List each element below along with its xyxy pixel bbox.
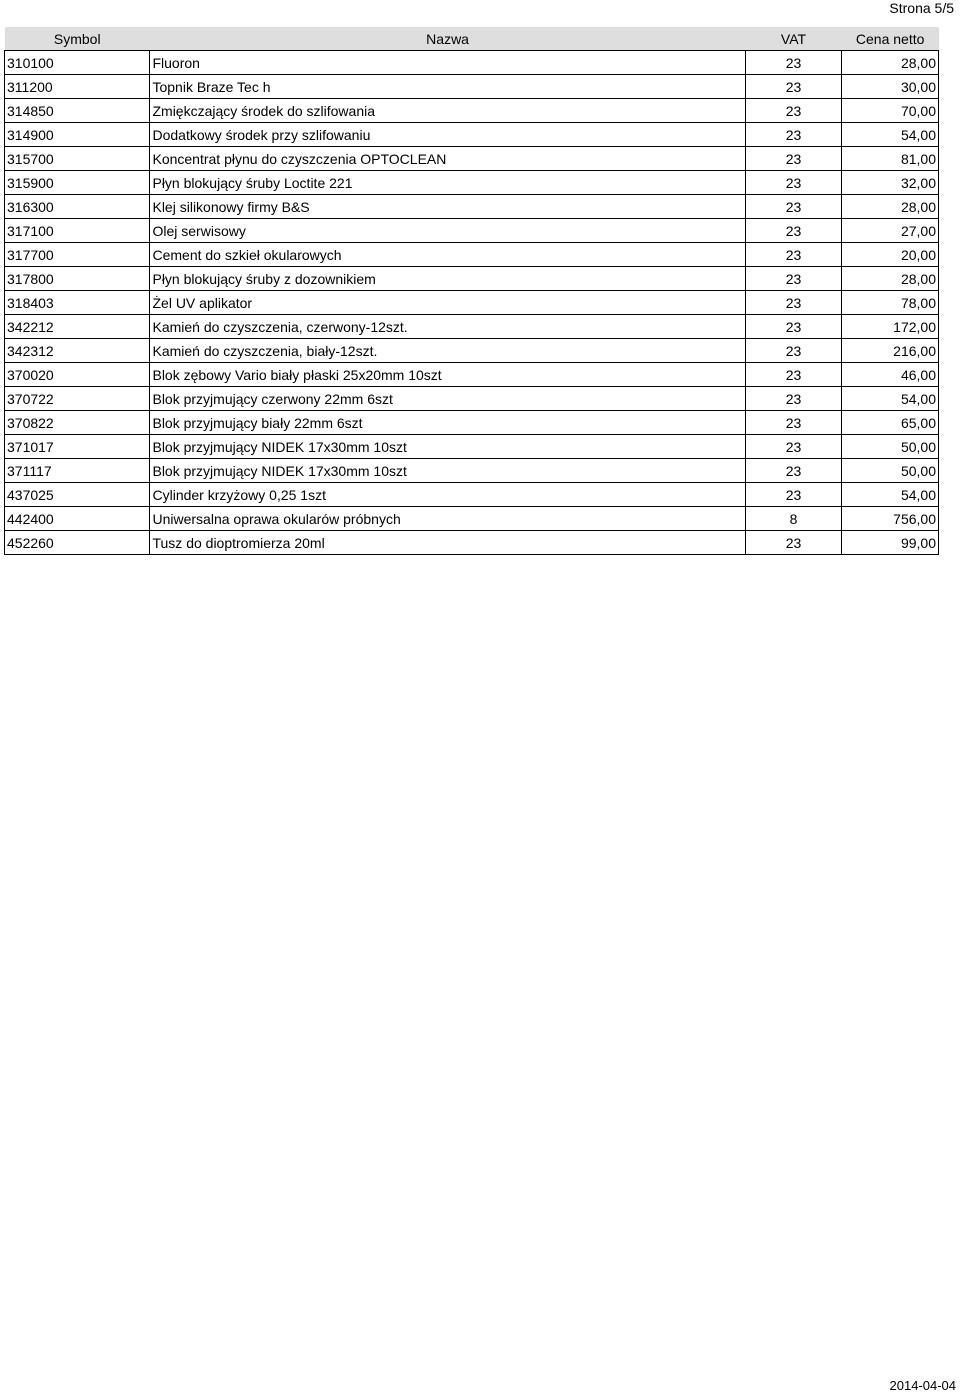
cell-price: 32,00 xyxy=(842,171,939,195)
cell-symbol: 370822 xyxy=(5,411,150,435)
table-body xyxy=(5,51,939,555)
cell-vat: 8 xyxy=(745,507,842,531)
price-list-table xyxy=(4,27,939,555)
table-row xyxy=(5,507,939,531)
table-header-row xyxy=(5,27,939,51)
cell-price: 54,00 xyxy=(842,123,939,147)
table-row xyxy=(5,267,939,291)
table-row xyxy=(5,219,939,243)
cell-vat: 23 xyxy=(745,219,842,243)
table-row xyxy=(5,531,939,555)
cell-vat: 23 xyxy=(745,315,842,339)
column-header-vat: VAT xyxy=(745,27,842,51)
cell-price: 28,00 xyxy=(842,195,939,219)
column-header-symbol: Symbol xyxy=(5,27,150,51)
cell-symbol: 317100 xyxy=(5,219,150,243)
table-row xyxy=(5,435,939,459)
cell-vat: 23 xyxy=(745,363,842,387)
cell-vat: 23 xyxy=(745,435,842,459)
cell-name: Koncentrat płynu do czyszczenia OPTOCLEAN xyxy=(150,147,745,171)
table-row xyxy=(5,411,939,435)
cell-symbol: 314850 xyxy=(5,99,150,123)
cell-name: Topnik Braze Tec h xyxy=(150,75,745,99)
cell-name: Żel UV aplikator xyxy=(150,291,745,315)
table-row xyxy=(5,243,939,267)
cell-price: 78,00 xyxy=(842,291,939,315)
cell-symbol: 315900 xyxy=(5,171,150,195)
table-row xyxy=(5,483,939,507)
cell-vat: 23 xyxy=(745,171,842,195)
cell-name: Dodatkowy środek przy szlifowaniu xyxy=(150,123,745,147)
cell-price: 54,00 xyxy=(842,483,939,507)
print-date: 2014-04-04 xyxy=(889,1378,956,1393)
cell-price: 27,00 xyxy=(842,219,939,243)
cell-symbol: 317800 xyxy=(5,267,150,291)
cell-price: 216,00 xyxy=(842,339,939,363)
table-row xyxy=(5,147,939,171)
cell-symbol: 370020 xyxy=(5,363,150,387)
table-row xyxy=(5,339,939,363)
cell-symbol: 317700 xyxy=(5,243,150,267)
cell-vat: 23 xyxy=(745,267,842,291)
cell-price: 28,00 xyxy=(842,51,939,75)
cell-symbol: 310100 xyxy=(5,51,150,75)
cell-price: 65,00 xyxy=(842,411,939,435)
cell-name: Fluoron xyxy=(150,51,745,75)
cell-symbol: 342312 xyxy=(5,339,150,363)
cell-vat: 23 xyxy=(745,99,842,123)
table-row xyxy=(5,387,939,411)
table-row xyxy=(5,291,939,315)
cell-name: Blok przyjmujący NIDEK 17x30mm 10szt xyxy=(150,459,745,483)
cell-vat: 23 xyxy=(745,387,842,411)
table-row xyxy=(5,171,939,195)
cell-symbol: 370722 xyxy=(5,387,150,411)
cell-vat: 23 xyxy=(745,339,842,363)
table-row xyxy=(5,315,939,339)
cell-name: Blok zębowy Vario biały płaski 25x20mm 10szt xyxy=(150,363,745,387)
table-row xyxy=(5,99,939,123)
cell-price: 50,00 xyxy=(842,459,939,483)
cell-price: 70,00 xyxy=(842,99,939,123)
column-header-name: Nazwa xyxy=(150,27,745,51)
column-header-price: Cena netto xyxy=(842,27,939,51)
cell-symbol: 311200 xyxy=(5,75,150,99)
cell-name: Cylinder krzyżowy 0,25 1szt xyxy=(150,483,745,507)
cell-name: Klej silikonowy firmy B&S xyxy=(150,195,745,219)
cell-vat: 23 xyxy=(745,459,842,483)
cell-vat: 23 xyxy=(745,243,842,267)
cell-name: Płyn blokujący śruby z dozownikiem xyxy=(150,267,745,291)
cell-vat: 23 xyxy=(745,75,842,99)
cell-price: 172,00 xyxy=(842,315,939,339)
cell-name: Cement do szkieł okularowych xyxy=(150,243,745,267)
cell-symbol: 437025 xyxy=(5,483,150,507)
cell-name: Zmiękczający środek do szlifowania xyxy=(150,99,745,123)
cell-vat: 23 xyxy=(745,291,842,315)
cell-vat: 23 xyxy=(745,411,842,435)
cell-name: Blok przyjmujący czerwony 22mm 6szt xyxy=(150,387,745,411)
cell-name: Kamień do czyszczenia, biały-12szt. xyxy=(150,339,745,363)
table-row xyxy=(5,459,939,483)
cell-vat: 23 xyxy=(745,531,842,555)
cell-price: 54,00 xyxy=(842,387,939,411)
cell-name: Płyn blokujący śruby Loctite 221 xyxy=(150,171,745,195)
page-number: Strona 5/5 xyxy=(889,0,954,16)
cell-name: Uniwersalna oprawa okularów próbnych xyxy=(150,507,745,531)
cell-price: 756,00 xyxy=(842,507,939,531)
cell-name: Blok przyjmujący NIDEK 17x30mm 10szt xyxy=(150,435,745,459)
table-row xyxy=(5,75,939,99)
cell-price: 81,00 xyxy=(842,147,939,171)
table-row xyxy=(5,51,939,75)
cell-vat: 23 xyxy=(745,195,842,219)
cell-symbol: 315700 xyxy=(5,147,150,171)
cell-price: 30,00 xyxy=(842,75,939,99)
cell-symbol: 318403 xyxy=(5,291,150,315)
cell-name: Kamień do czyszczenia, czerwony-12szt. xyxy=(150,315,745,339)
cell-symbol: 342212 xyxy=(5,315,150,339)
table-row xyxy=(5,195,939,219)
cell-symbol: 316300 xyxy=(5,195,150,219)
table-row xyxy=(5,123,939,147)
cell-price: 99,00 xyxy=(842,531,939,555)
cell-name: Olej serwisowy xyxy=(150,219,745,243)
table-row xyxy=(5,363,939,387)
cell-name: Blok przyjmujący biały 22mm 6szt xyxy=(150,411,745,435)
cell-name: Tusz do dioptromierza 20ml xyxy=(150,531,745,555)
cell-symbol: 371117 xyxy=(5,459,150,483)
cell-symbol: 452260 xyxy=(5,531,150,555)
cell-symbol: 371017 xyxy=(5,435,150,459)
cell-vat: 23 xyxy=(745,483,842,507)
cell-price: 20,00 xyxy=(842,243,939,267)
cell-vat: 23 xyxy=(745,51,842,75)
cell-vat: 23 xyxy=(745,147,842,171)
cell-price: 28,00 xyxy=(842,267,939,291)
cell-symbol: 314900 xyxy=(5,123,150,147)
cell-price: 46,00 xyxy=(842,363,939,387)
cell-price: 50,00 xyxy=(842,435,939,459)
cell-vat: 23 xyxy=(745,123,842,147)
cell-symbol: 442400 xyxy=(5,507,150,531)
